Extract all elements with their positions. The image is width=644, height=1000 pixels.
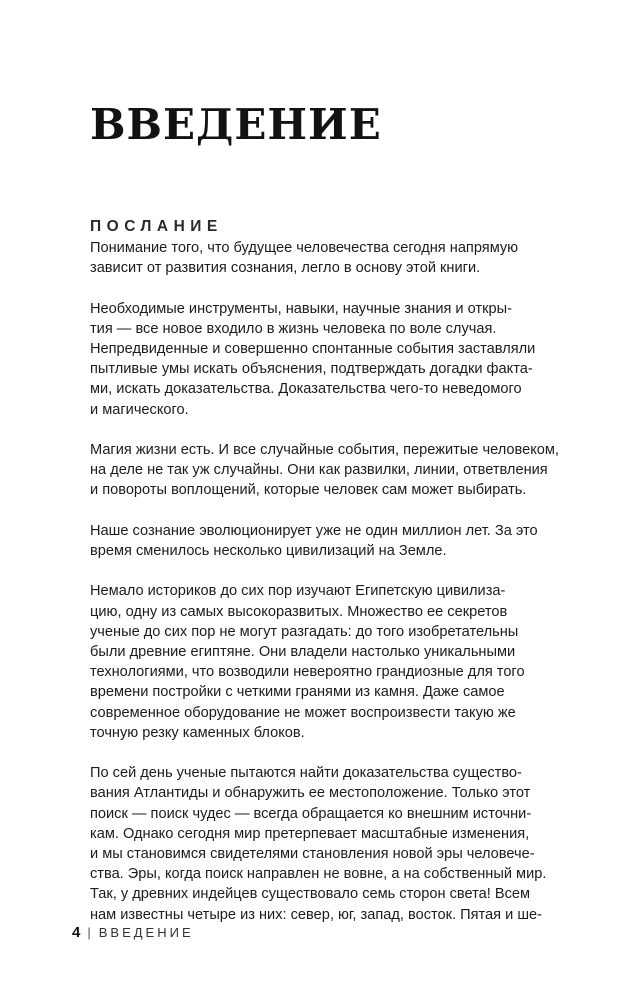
paragraph (90, 521, 560, 561)
text-line: нам известны четыре из них: север, юг, запад, восток. Пятая и ше- (90, 906, 543, 923)
chapter-title: ВВЕДЕНИЕ (90, 100, 382, 149)
text-line: технологиями, что возводили невероятно грандиозные для того (90, 664, 525, 681)
text-line: Так, у древних индейцев существовало семь сторон света! Всем (90, 886, 531, 903)
text-line: поиск — поиск чудес — всегда обращается ко внешним источни- (90, 805, 532, 822)
text-line: Немало историков до сих пор изучают Египетскую цивилиза- (90, 583, 506, 600)
paragraph (90, 763, 560, 925)
text-line: пытливые умы искать объяснения, подтверждать догадки факта- (90, 361, 533, 378)
text-line: на деле не так уж случайны. Они как развилки, линии, ответвления (90, 462, 548, 479)
paragraph (90, 440, 560, 501)
text-line: время сменилось несколько цивилизаций на Земле. (90, 543, 447, 559)
running-title: ВВЕДЕНИЕ (98, 925, 194, 940)
text-line: кам. Однако сегодня мир претерпевает масштабные изменения, (90, 825, 530, 842)
text-line: Магия жизни есть. И все случайные события, пережитые человеком, (90, 442, 559, 458)
text-line: ученые до сих пор не могут разгадать: до того изобретательны (90, 623, 519, 640)
text-line: зависит от развития сознания, легло в основу этой книги. (90, 260, 481, 277)
text-line: тия — все новое входило в жизнь человека по воле случая. (90, 320, 497, 337)
paragraph (90, 581, 560, 743)
footer-separator: | (87, 925, 91, 940)
text-line: времени постройки с четкими гранями из камня. Даже самое (90, 684, 505, 701)
text-line: были древние египтяне. Они владели настолько уникальными (90, 644, 516, 660)
text-line: и мы становимся свидетелями становления новой эры человече- (90, 846, 535, 863)
paragraph (90, 299, 560, 420)
text-line: и магического. (90, 401, 189, 418)
text-line: современное оборудование не может воспроизвести такую же (90, 704, 516, 721)
text-line: Необходимые инструменты, навыки, научные знания и откры- (90, 300, 512, 317)
text-line: вания Атлантиды и обнаружить ее местоположение. Только этот (90, 785, 531, 802)
section-heading: ПОСЛАНИЕ (90, 218, 223, 235)
text-line: Понимание того, что будущее человечества сегодня напрямую (90, 240, 519, 256)
text-line: ми, искать доказательства. Доказательства чего-то неведомого (90, 381, 522, 398)
text-line: точную резку каменных блоков. (90, 724, 305, 741)
page-footer (72, 924, 194, 941)
text-line: Наше сознание эволюционирует уже не один миллион лет. За это (90, 522, 538, 539)
body-text (90, 238, 560, 945)
text-line: цию, одну из самых высокоразвитых. Множество ее секретов (90, 603, 508, 620)
text-line: По сей день ученые пытаются найти доказательства существо- (90, 765, 522, 782)
text-line: ства. Эры, когда поиск направлен не вовне, а на собственный мир. (90, 866, 547, 883)
page-number: 4 (72, 924, 81, 941)
paragraph (90, 238, 560, 278)
text-line: и повороты воплощений, которые человек сам может выбирать. (90, 482, 527, 499)
text-line: Непредвиденные и совершенно спонтанные события заставляли (90, 341, 536, 357)
